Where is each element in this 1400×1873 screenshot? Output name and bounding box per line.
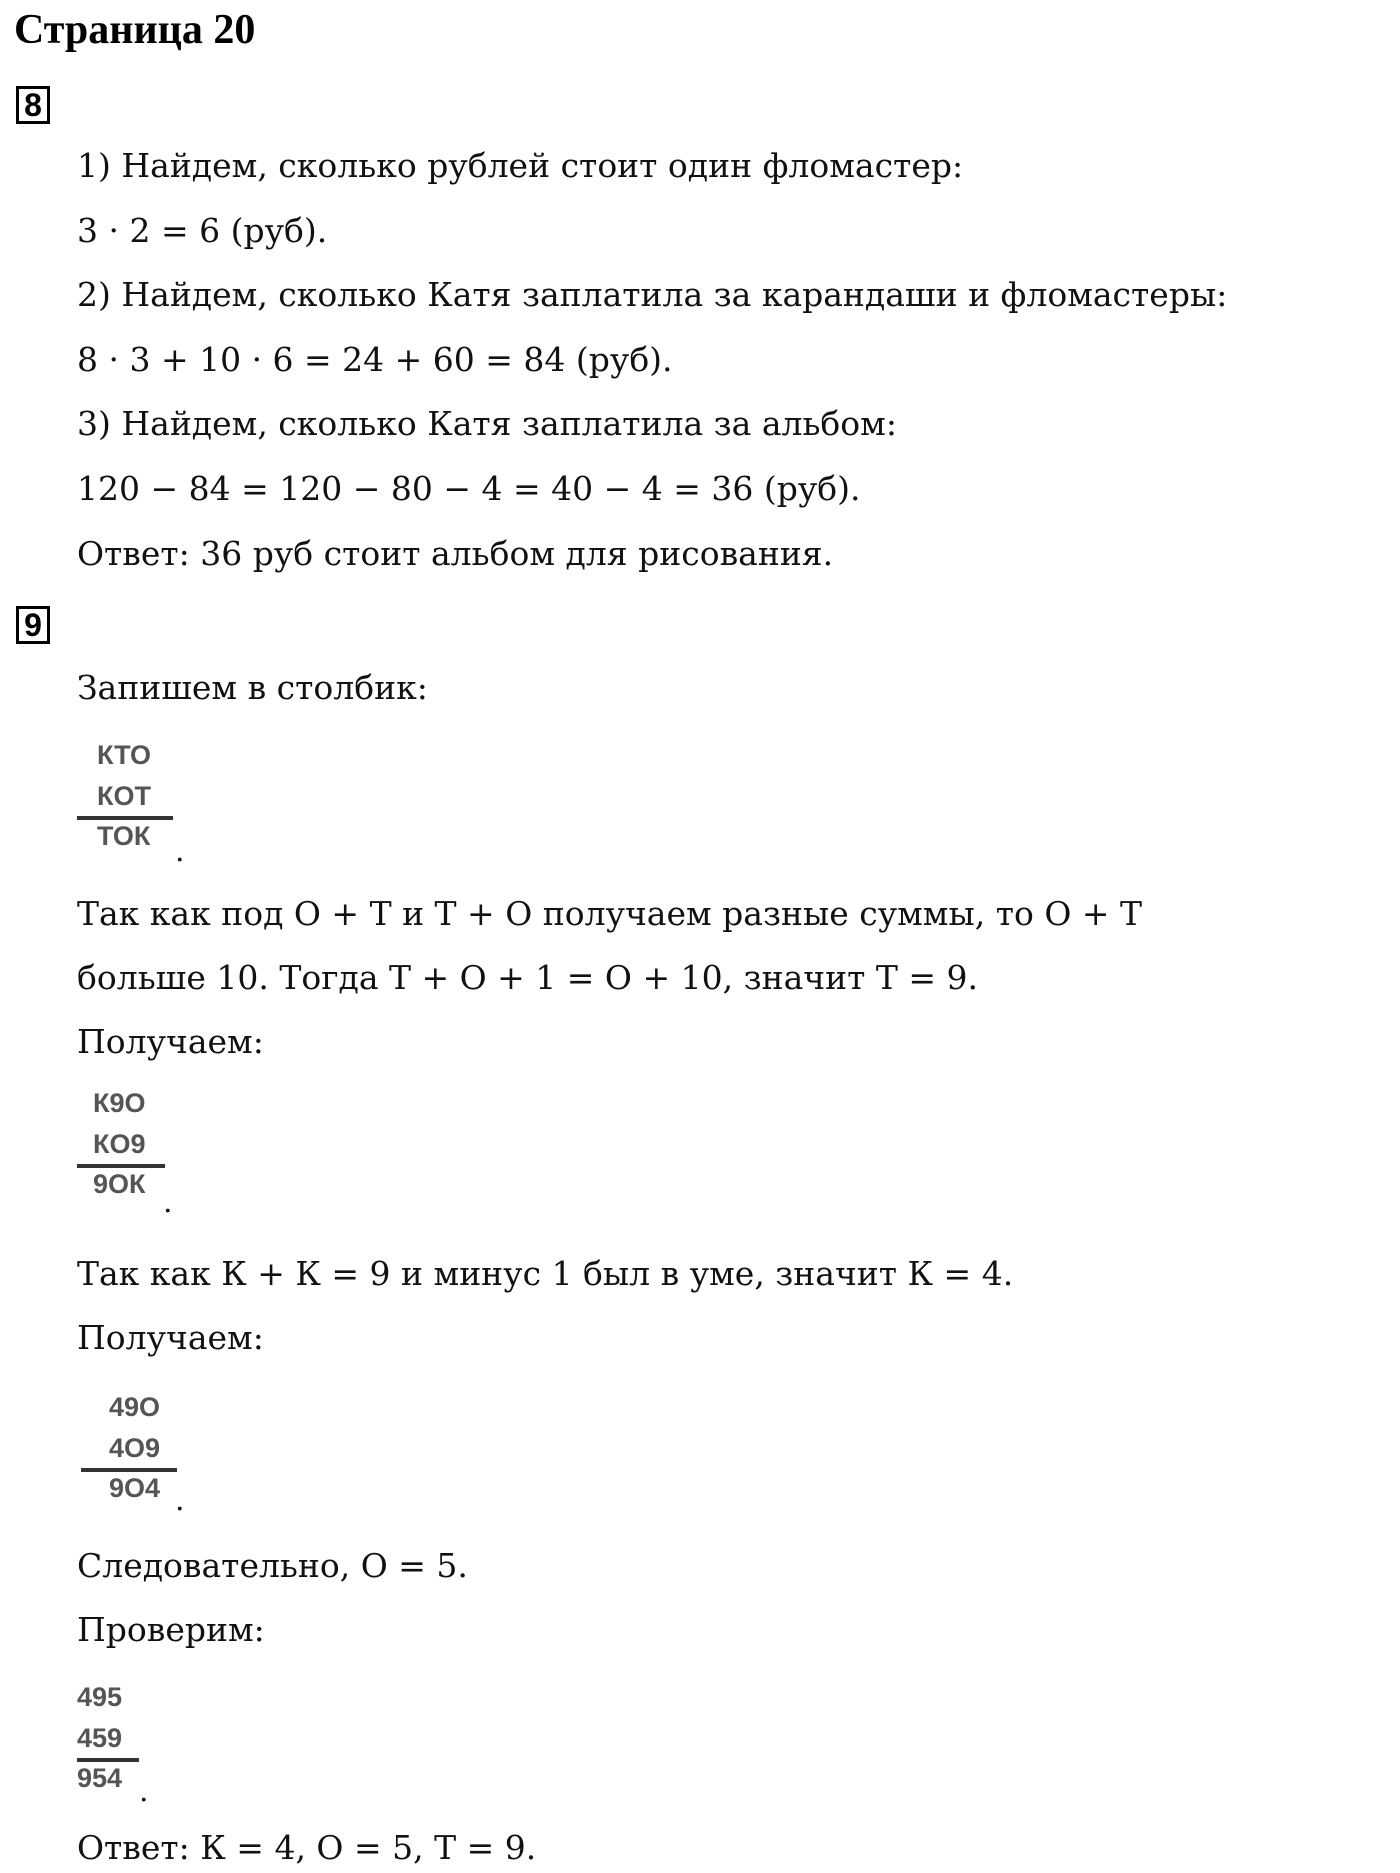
column-3-result: 9О4 [109, 1473, 161, 1503]
task-9-reason-1-line-2: больше 10. Тогда Т + О + 1 = О + 10, значит Т = 9. [77, 958, 978, 997]
column-addition-3 [77, 1392, 197, 1518]
task-8-line-4: 8 · 3 + 10 · 6 = 24 + 60 = 84 (руб). [77, 340, 673, 379]
column-4-middle: 459 [77, 1723, 123, 1753]
task-8-answer: Ответ: 36 руб стоит альбом для рисования. [77, 534, 834, 573]
column-addition-4 [77, 1682, 197, 1809]
column-4-sum-line [77, 1758, 139, 1762]
task-9-number-box: 9 [16, 606, 50, 644]
task-9-intro: Запишем в столбик: [77, 668, 428, 707]
task-9-conclusion: Следовательно, О = 5. [77, 1546, 468, 1585]
task-9-get-label-1: Получаем: [77, 1022, 264, 1061]
column-1-top: КТО [97, 740, 151, 770]
page-title: Страница 20 [14, 7, 256, 53]
task-9-reason-1-line-1: Так как под О + Т и Т + О получаем разные суммы, то О + Т [77, 894, 1143, 933]
task-8-number-box: 8 [16, 86, 50, 124]
column-3-top: 49О [109, 1392, 161, 1422]
column-1-dot: . [175, 834, 185, 869]
column-1-result: ТОК [97, 821, 151, 851]
task-9-answer: Ответ: К = 4, О = 5, Т = 9. [77, 1828, 537, 1867]
column-3-middle: 4О9 [109, 1433, 161, 1463]
task-9-get-label-2: Получаем: [77, 1318, 264, 1357]
column-2-middle: КО9 [93, 1129, 146, 1159]
task-8-line-2: 3 · 2 = 6 (руб). [77, 211, 328, 250]
column-2-result: 9ОК [93, 1169, 146, 1199]
column-1-sum-line [77, 816, 173, 820]
column-3-dot: . [175, 1483, 185, 1518]
column-1-middle: КОТ [97, 781, 151, 811]
column-2-dot: . [163, 1185, 173, 1220]
column-addition-2 [77, 1088, 197, 1220]
task-9-check-label: Проверим: [77, 1610, 265, 1649]
column-2-top: К9О [93, 1088, 146, 1118]
column-2-sum-line [77, 1164, 165, 1168]
task-8-line-1: 1) Найдем, сколько рублей стоит один фломастер: [77, 146, 964, 185]
column-4-top: 495 [77, 1682, 123, 1712]
column-4-result: 954 [77, 1763, 123, 1793]
column-addition-1 [77, 740, 197, 869]
task-8-line-5: 3) Найдем, сколько Катя заплатила за альбом: [77, 404, 897, 443]
task-8-line-3: 2) Найдем, сколько Катя заплатила за карандаши и фломастеры: [77, 275, 1228, 314]
column-4-dot: . [139, 1774, 149, 1809]
task-8-line-6: 120 − 84 = 120 − 80 − 4 = 40 − 4 = 36 (руб). [77, 469, 861, 508]
task-9-reason-2: Так как К + К = 9 и минус 1 был в уме, значит К = 4. [77, 1254, 1014, 1293]
column-3-sum-line [81, 1468, 177, 1472]
